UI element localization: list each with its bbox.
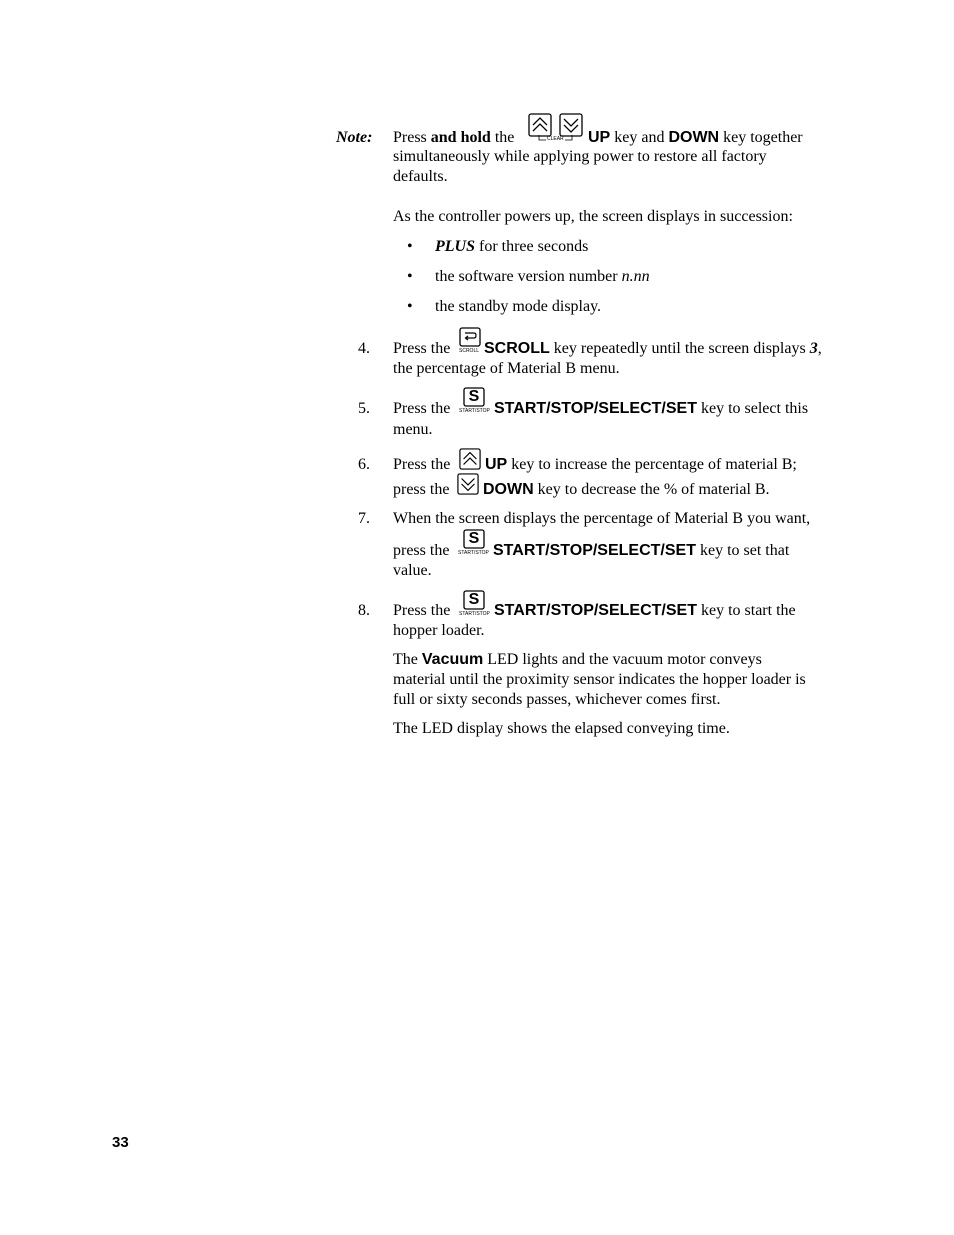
start-stop-key-letter-2: S (468, 530, 480, 547)
step-7-line-1: When the screen displays the percentage of Material B you want, (393, 510, 811, 527)
note-line-2: simultaneously while applying power to restore all factory (393, 148, 767, 165)
step-5-number: 5. (358, 400, 370, 417)
step-6-l2-post: key to decrease the % of material B. (533, 481, 770, 498)
step-8-line-2: hopper loader. (393, 622, 485, 639)
powerup-bullet-1 (435, 237, 588, 257)
step-7-number: 7. (358, 510, 370, 527)
step-6-pre: Press the (393, 456, 451, 473)
scroll-key-name: SCROLL (484, 340, 550, 357)
note-label: Note: (336, 129, 373, 146)
vacuum-line-1 (393, 650, 762, 670)
step-7-pre: press the (393, 542, 450, 559)
step-8-post: key to start the (696, 602, 796, 619)
powerup-bullet-2 (435, 267, 650, 287)
note-line-1b (588, 128, 803, 148)
step-6-number: 6. (358, 456, 370, 473)
scroll-key-icon (459, 327, 481, 347)
note-press: Press (393, 129, 431, 146)
down-key-icon (559, 113, 583, 137)
vacuum-line-3: full or sixty seconds passes, whichever comes first. (393, 691, 721, 708)
start-stop-key-letter-3: S (468, 591, 480, 608)
vacuum-pre: The (393, 651, 422, 668)
start-stop-key-letter: S (468, 388, 480, 405)
note-down-label: DOWN (668, 129, 720, 146)
step-6-rest (485, 455, 797, 475)
note-line-3: defaults. (393, 168, 448, 185)
step-7-rest (493, 541, 789, 561)
plus-rest: for three seconds (475, 238, 589, 255)
note-the: the (490, 129, 515, 146)
start-stop-key-name-2: START/STOP/SELECT/SET (493, 542, 696, 559)
bullet-1: • (407, 238, 413, 255)
step-6-line-2a: press the (393, 481, 450, 498)
note-and-hold: and hold (430, 129, 491, 146)
start-stop-small-label-2: START/STOP (458, 550, 489, 556)
bullet-2: • (407, 268, 413, 285)
up-key-name: UP (485, 456, 508, 473)
down-key-icon-2 (457, 473, 479, 495)
start-stop-small-label-3: START/STOP (459, 611, 490, 617)
vacuum-led-name: Vacuum (421, 651, 484, 668)
start-stop-key-name: START/STOP/SELECT/SET (494, 400, 697, 417)
step-8-pre: Press the (393, 602, 451, 619)
step-4-number: 4. (358, 340, 370, 357)
step-5-line-2: menu. (393, 421, 433, 438)
step-5-pre: Press the (393, 400, 451, 417)
note-line-1a (393, 128, 514, 148)
plus-text: PLUS (435, 238, 475, 255)
up-key-icon-2 (459, 448, 481, 470)
step-4-pre: Press the (393, 340, 451, 357)
bullet-3: • (407, 298, 413, 315)
note-key-and: key and (610, 129, 669, 146)
powerup-bullet-3: the standby mode display. (435, 298, 602, 315)
down-key-name: DOWN (483, 481, 534, 498)
step-4-post: key repeatedly until the screen displays (549, 340, 810, 357)
step-5-post: key to select this (696, 400, 809, 417)
version-number: n.nn (621, 268, 650, 285)
scroll-small-label: SCROLL (459, 348, 480, 354)
step-4-rest (484, 339, 822, 359)
vacuum-post: LED lights and the vacuum motor conveys (483, 651, 762, 668)
version-text: the software version number (435, 268, 622, 285)
step-7-line-3: value. (393, 562, 432, 579)
step-8-rest (494, 601, 796, 621)
vacuum-line-2: material until the proximity sensor indicates the hopper loader is (393, 671, 806, 688)
step-6-line-2b (483, 480, 770, 500)
step-4-value: 3 (809, 340, 818, 357)
step-8-number: 8. (358, 602, 370, 619)
step-4-line-2: the percentage of Material B menu. (393, 360, 620, 377)
page-number: 33 (112, 1134, 129, 1151)
step-7-post: key to set that (695, 542, 790, 559)
step-5-rest (494, 399, 808, 419)
clear-label: CLEAR (547, 136, 564, 142)
step-4-comma: , (817, 340, 822, 357)
start-stop-key-name-3: START/STOP/SELECT/SET (494, 602, 697, 619)
note-key-together: key together (719, 129, 803, 146)
elapsed-text: The LED display shows the elapsed conveying time. (393, 720, 730, 737)
note-up-label: UP (588, 129, 611, 146)
start-stop-small-label: START/STOP (459, 408, 490, 414)
up-key-icon (528, 113, 552, 137)
powerup-intro: As the controller powers up, the screen displays in succession: (393, 208, 793, 225)
step-6-post: key to increase the percentage of material B; (507, 456, 797, 473)
